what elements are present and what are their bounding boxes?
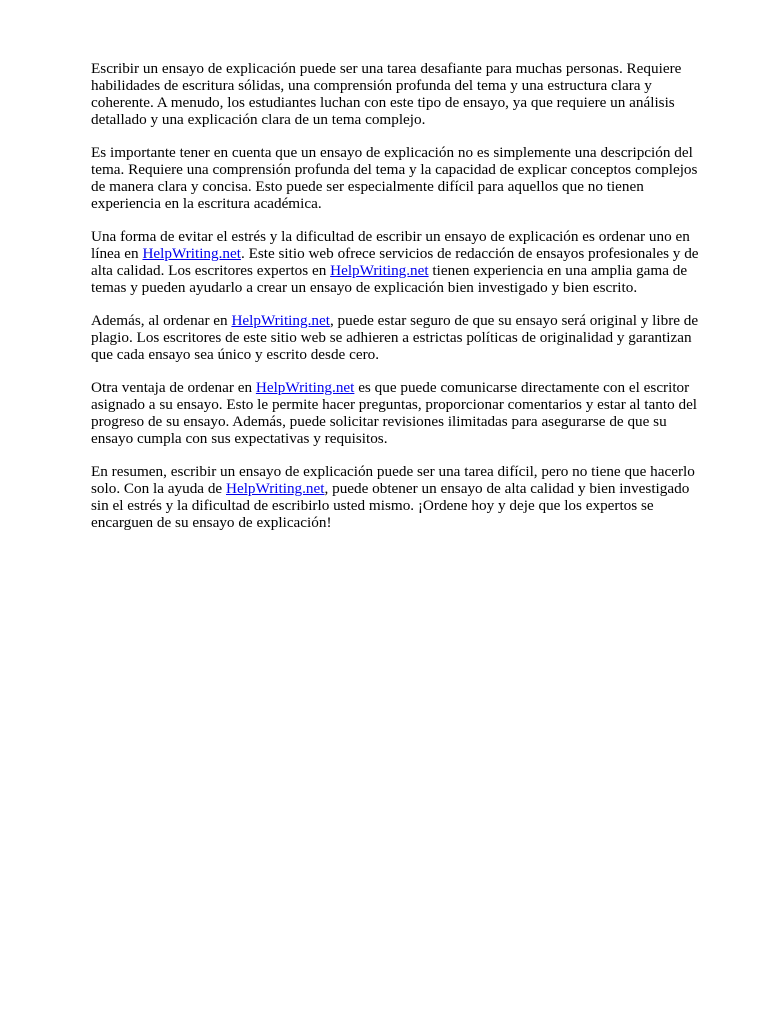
text-line: ensayo cumpla con sus expectativas y requisitos. (91, 430, 388, 447)
text-line: Es importante tener en cuenta que un ensayo de explicación no es simplemente una descripción del (91, 144, 693, 161)
text-line: de manera clara y concisa. Esto puede ser especialmente difícil para aquellos que no tienen (91, 178, 644, 195)
helpwriting-link[interactable]: HelpWriting.net (255, 379, 355, 396)
paragraph-2 (91, 144, 715, 212)
text-line (91, 262, 715, 279)
text-line: En resumen, escribir un ensayo de explicación puede ser una tarea difícil, pero no tiene que hacerlo (91, 463, 695, 480)
paragraph-6 (91, 463, 715, 531)
text-line: encarguen de su ensayo de explicación! (91, 514, 332, 531)
text-segment: es que puede comunicarse directamente con el escritor (354, 379, 690, 396)
helpwriting-link[interactable]: HelpWriting.net (142, 245, 241, 262)
paragraph-4 (91, 312, 715, 363)
text-segment: Otra ventaja de ordenar en (91, 379, 256, 396)
text-line (91, 245, 715, 262)
text-line: detallado y una explicación clara de un tema complejo. (91, 111, 426, 128)
text-line: sin el estrés y la dificultad de escribirlo usted mismo. ¡Ordene hoy y deje que los expertos se (91, 497, 654, 514)
text-line: habilidades de escritura sólidas, una comprensión profunda del tema y una estructura clara y (91, 77, 652, 94)
text-segment: alta calidad. Los escritores expertos en (91, 262, 331, 279)
text-line: progreso de su ensayo. Además, puede solicitar revisiones ilimitadas para asegurarse de que su (91, 413, 667, 430)
text-segment: solo. Con la ayuda de (91, 480, 226, 497)
text-line: experiencia en la escritura académica. (91, 195, 322, 212)
helpwriting-link[interactable]: HelpWriting.net (330, 262, 429, 279)
paragraph-3 (91, 228, 715, 296)
text-segment: , puede estar seguro de que su ensayo será original y libre de (329, 312, 699, 329)
text-segment: Además, al ordenar en (91, 312, 232, 329)
text-line: temas y pueden ayudarlo a crear un ensayo de explicación bien investigado y bien escrito. (91, 279, 638, 296)
text-line: que cada ensayo sea único y escrito desde cero. (91, 346, 380, 363)
text-segment: línea en (91, 245, 143, 262)
text-segment: , puede obtener un ensayo de alta calidad y bien investigado (324, 480, 690, 497)
text-line: Escribir un ensayo de explicación puede ser una tarea desafiante para muchas personas. Requiere (91, 60, 682, 77)
helpwriting-link[interactable]: HelpWriting.net (225, 480, 325, 497)
text-line: plagio. Los escritores de este sitio web se adhieren a estrictas políticas de originalidad y garantizan (91, 329, 692, 346)
text-segment: tienen experiencia en una amplia gama de (428, 262, 688, 279)
document-body (91, 60, 715, 547)
text-line: tema. Requiere una comprensión profunda del tema y la capacidad de explicar conceptos complejos (91, 161, 698, 178)
text-line: coherente. A menudo, los estudiantes luchan con este tipo de ensayo, ya que requiere un análisis (91, 94, 675, 111)
text-line: asignado a su ensayo. Esto le permite hacer preguntas, proporcionar comentarios y estar al tanto del (91, 396, 698, 413)
text-line (91, 379, 715, 396)
helpwriting-link[interactable]: HelpWriting.net (231, 312, 330, 329)
text-line (91, 312, 715, 329)
paragraph-5 (91, 379, 715, 447)
paragraph-1 (91, 60, 715, 128)
text-line: Una forma de evitar el estrés y la dificultad de escribir un ensayo de explicación es ordenar uno en (91, 228, 690, 245)
text-line (91, 480, 715, 497)
text-segment: . Este sitio web ofrece servicios de redacción de ensayos profesionales y de (240, 245, 699, 262)
